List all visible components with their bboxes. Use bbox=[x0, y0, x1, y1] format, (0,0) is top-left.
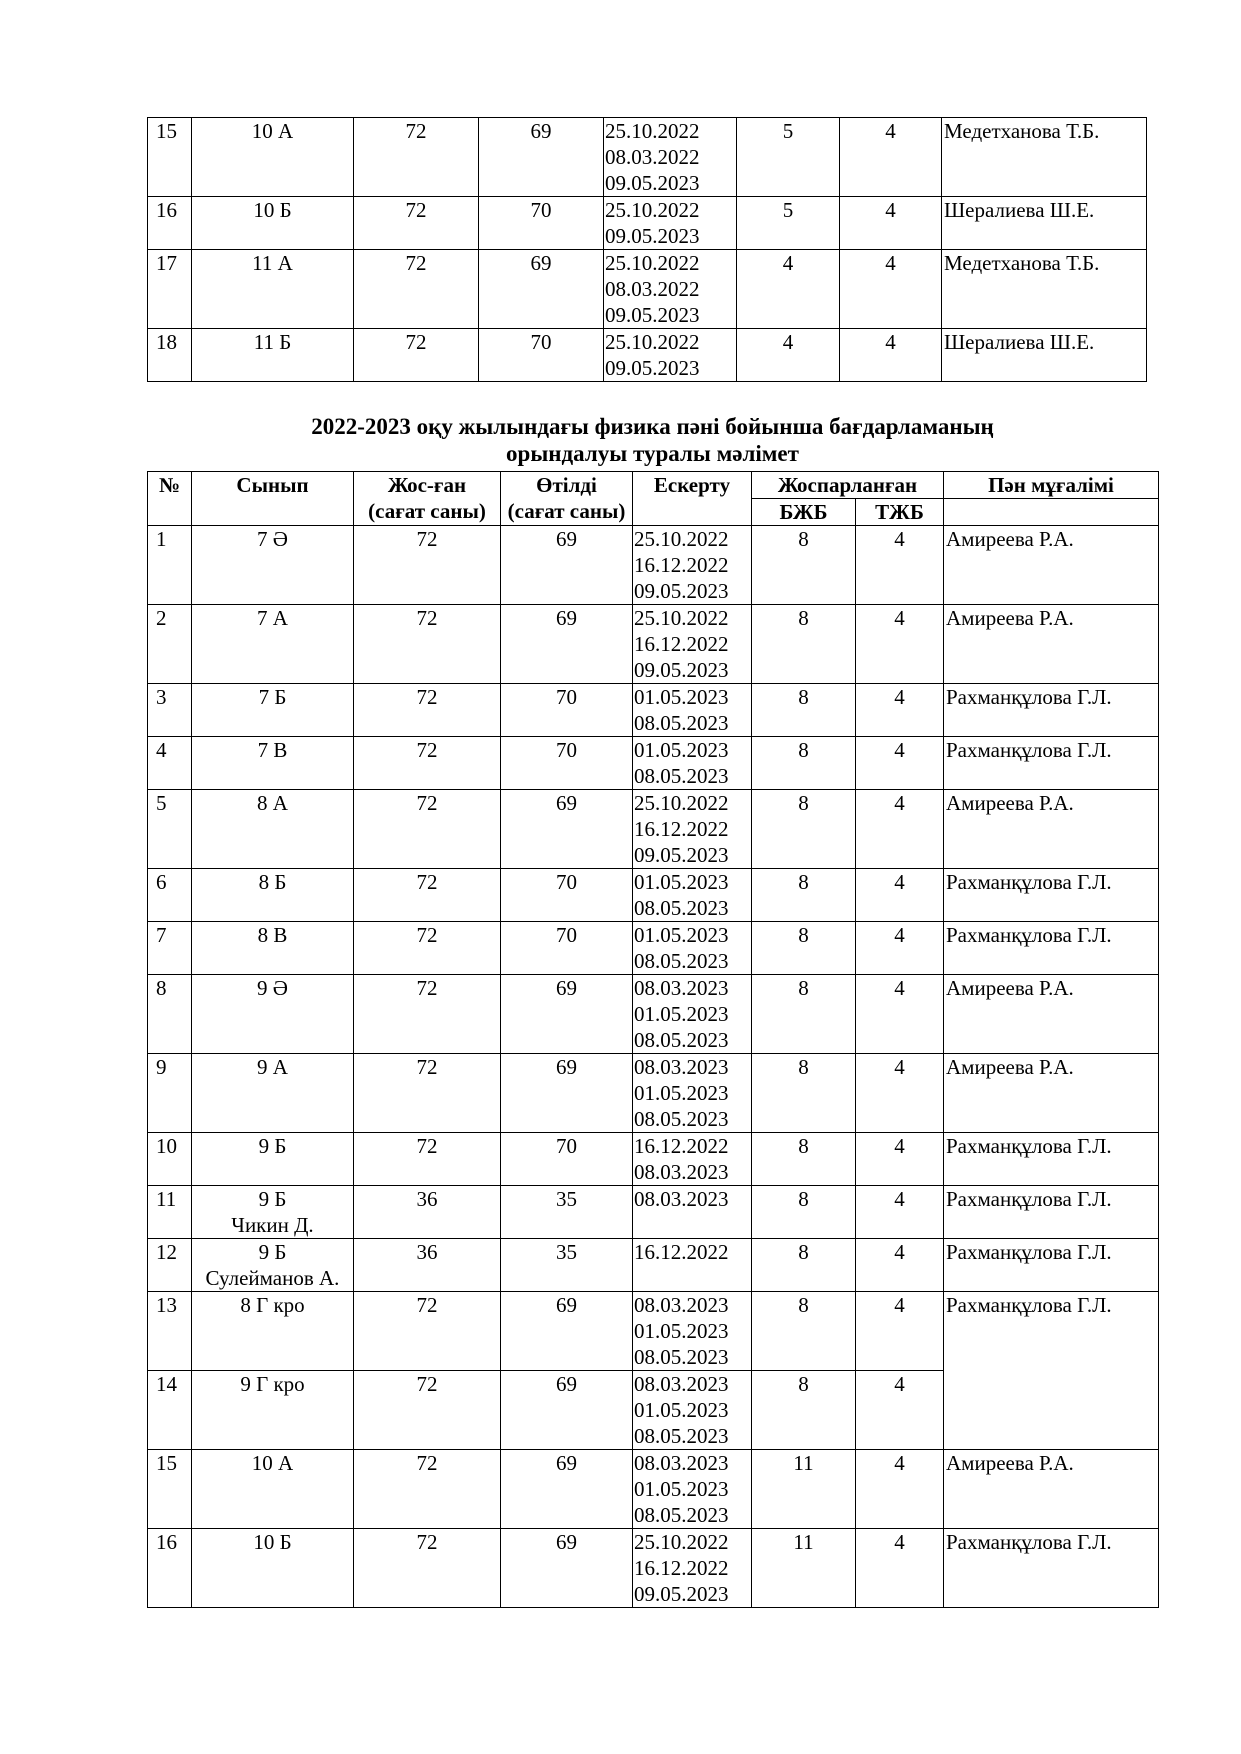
table-row bbox=[148, 197, 1147, 250]
physics-program-table bbox=[147, 471, 1159, 1608]
cell-planned-hours: 72 bbox=[354, 790, 501, 869]
cell-teacher: Рахманқұлова Г.Л. bbox=[944, 1292, 1159, 1450]
cell-done-hours: 70 bbox=[479, 329, 604, 382]
cell-class: 7 В bbox=[192, 737, 354, 790]
cell-dates: 08.03.2023 01.05.2023 08.05.2023 bbox=[633, 975, 752, 1054]
cell-no: 17 bbox=[148, 250, 192, 329]
cell-dates: 16.12.2022 bbox=[633, 1239, 752, 1292]
cell-no: 12 bbox=[148, 1239, 192, 1292]
cell-class: 8 Б bbox=[192, 869, 354, 922]
table-row bbox=[148, 1239, 1159, 1292]
cell-class: 11 Б bbox=[192, 329, 354, 382]
cell-teacher: Амиреева Р.А. bbox=[944, 526, 1159, 605]
cell-bjb: 8 bbox=[752, 1054, 856, 1133]
cell-bjb: 4 bbox=[737, 329, 840, 382]
table-row bbox=[148, 329, 1147, 382]
cell-dates: 25.10.2022 16.12.2022 09.05.2023 bbox=[633, 790, 752, 869]
cell-teacher: Амиреева Р.А. bbox=[944, 605, 1159, 684]
cell-no: 7 bbox=[148, 922, 192, 975]
cell-planned-hours: 72 bbox=[354, 737, 501, 790]
cell-done-hours: 69 bbox=[501, 1292, 633, 1371]
cell-done-hours: 70 bbox=[501, 869, 633, 922]
table-row bbox=[148, 1529, 1159, 1608]
cell-dates: 25.10.2022 09.05.2023 bbox=[604, 197, 737, 250]
cell-tjb: 4 bbox=[856, 737, 944, 790]
cell-tjb: 4 bbox=[856, 869, 944, 922]
cell-done-hours: 70 bbox=[479, 197, 604, 250]
cell-teacher: Шералиева Ш.Е. bbox=[942, 329, 1147, 382]
cell-tjb: 4 bbox=[856, 1529, 944, 1608]
cell-class: 10 Б bbox=[192, 1529, 354, 1608]
cell-planned-hours: 72 bbox=[354, 1054, 501, 1133]
cell-bjb: 8 bbox=[752, 605, 856, 684]
table-row bbox=[148, 118, 1147, 197]
cell-no: 1 bbox=[148, 526, 192, 605]
header-note: Ескерту bbox=[633, 472, 752, 526]
cell-bjb: 5 bbox=[737, 118, 840, 197]
cell-planned-hours: 72 bbox=[354, 1450, 501, 1529]
cell-no: 11 bbox=[148, 1186, 192, 1239]
header-no: № bbox=[148, 472, 192, 526]
table-row bbox=[148, 1133, 1159, 1186]
cell-tjb: 4 bbox=[840, 118, 942, 197]
cell-bjb: 8 bbox=[752, 869, 856, 922]
header-done-hours: Өтілді (сағат саны) bbox=[501, 472, 633, 526]
cell-no: 16 bbox=[148, 1529, 192, 1608]
cell-planned-hours: 72 bbox=[354, 975, 501, 1054]
cell-done-hours: 69 bbox=[501, 605, 633, 684]
cell-teacher: Медетханова Т.Б. bbox=[942, 118, 1147, 197]
continued-table-body bbox=[148, 118, 1147, 382]
cell-planned-hours: 72 bbox=[354, 1371, 501, 1450]
physics-table-body bbox=[148, 526, 1159, 1608]
table-row bbox=[148, 1054, 1159, 1133]
continued-table bbox=[147, 117, 1147, 382]
header-planned-group: Жоспарланған bbox=[752, 472, 944, 499]
cell-teacher: Рахманқұлова Г.Л. bbox=[944, 1186, 1159, 1239]
cell-tjb: 4 bbox=[856, 922, 944, 975]
cell-class: 9 Г кро bbox=[192, 1371, 354, 1450]
table-row bbox=[148, 790, 1159, 869]
cell-class: 7 Ә bbox=[192, 526, 354, 605]
cell-teacher: Рахманқұлова Г.Л. bbox=[944, 684, 1159, 737]
cell-done-hours: 69 bbox=[479, 250, 604, 329]
cell-tjb: 4 bbox=[856, 790, 944, 869]
cell-planned-hours: 36 bbox=[354, 1239, 501, 1292]
cell-teacher: Шералиева Ш.Е. bbox=[942, 197, 1147, 250]
cell-dates: 08.03.2023 01.05.2023 08.05.2023 bbox=[633, 1054, 752, 1133]
cell-tjb: 4 bbox=[856, 526, 944, 605]
cell-dates: 25.10.2022 16.12.2022 09.05.2023 bbox=[633, 526, 752, 605]
cell-done-hours: 69 bbox=[501, 975, 633, 1054]
cell-tjb: 4 bbox=[856, 684, 944, 737]
cell-bjb: 8 bbox=[752, 975, 856, 1054]
cell-teacher: Амиреева Р.А. bbox=[944, 1054, 1159, 1133]
cell-bjb: 4 bbox=[737, 250, 840, 329]
section-title-line1: 2022-2023 оқу жылындағы физика пәні бойынша бағдарламаның bbox=[311, 414, 994, 439]
cell-bjb: 8 bbox=[752, 1186, 856, 1239]
table-row bbox=[148, 737, 1159, 790]
cell-done-hours: 69 bbox=[479, 118, 604, 197]
cell-teacher: Амиреева Р.А. bbox=[944, 975, 1159, 1054]
header-teacher-empty bbox=[944, 499, 1159, 526]
cell-dates: 25.10.2022 08.03.2022 09.05.2023 bbox=[604, 250, 737, 329]
cell-tjb: 4 bbox=[840, 329, 942, 382]
cell-planned-hours: 72 bbox=[354, 605, 501, 684]
cell-bjb: 8 bbox=[752, 1133, 856, 1186]
header-bjb: БЖБ bbox=[752, 499, 856, 526]
cell-dates: 01.05.2023 08.05.2023 bbox=[633, 869, 752, 922]
cell-no: 6 bbox=[148, 869, 192, 922]
cell-done-hours: 69 bbox=[501, 1529, 633, 1608]
header-class: Сынып bbox=[192, 472, 354, 526]
cell-dates: 25.10.2022 16.12.2022 09.05.2023 bbox=[633, 605, 752, 684]
cell-done-hours: 69 bbox=[501, 1450, 633, 1529]
cell-planned-hours: 72 bbox=[354, 197, 479, 250]
cell-class: 9 Б Чикин Д. bbox=[192, 1186, 354, 1239]
cell-tjb: 4 bbox=[856, 1186, 944, 1239]
cell-teacher: Рахманқұлова Г.Л. bbox=[944, 869, 1159, 922]
cell-planned-hours: 72 bbox=[354, 1292, 501, 1371]
cell-planned-hours: 36 bbox=[354, 1186, 501, 1239]
cell-no: 14 bbox=[148, 1371, 192, 1450]
cell-dates: 16.12.2022 08.03.2023 bbox=[633, 1133, 752, 1186]
cell-tjb: 4 bbox=[840, 197, 942, 250]
header-teacher: Пән мұғалімі bbox=[944, 472, 1159, 499]
cell-planned-hours: 72 bbox=[354, 329, 479, 382]
cell-tjb: 4 bbox=[856, 1371, 944, 1450]
cell-teacher: Рахманқұлова Г.Л. bbox=[944, 1529, 1159, 1608]
cell-no: 8 bbox=[148, 975, 192, 1054]
cell-planned-hours: 72 bbox=[354, 1133, 501, 1186]
cell-teacher: Медетханова Т.Б. bbox=[942, 250, 1147, 329]
cell-done-hours: 35 bbox=[501, 1239, 633, 1292]
cell-dates: 01.05.2023 08.05.2023 bbox=[633, 922, 752, 975]
cell-class: 7 А bbox=[192, 605, 354, 684]
cell-done-hours: 69 bbox=[501, 526, 633, 605]
cell-class: 10 Б bbox=[192, 197, 354, 250]
cell-class: 9 А bbox=[192, 1054, 354, 1133]
cell-no: 3 bbox=[148, 684, 192, 737]
cell-planned-hours: 72 bbox=[354, 526, 501, 605]
cell-done-hours: 69 bbox=[501, 790, 633, 869]
cell-class: 8 В bbox=[192, 922, 354, 975]
cell-done-hours: 35 bbox=[501, 1186, 633, 1239]
cell-bjb: 8 bbox=[752, 684, 856, 737]
cell-dates: 01.05.2023 08.05.2023 bbox=[633, 684, 752, 737]
cell-tjb: 4 bbox=[840, 250, 942, 329]
cell-dates: 08.03.2023 01.05.2023 08.05.2023 bbox=[633, 1450, 752, 1529]
table-row bbox=[148, 1292, 1159, 1371]
cell-dates: 25.10.2022 09.05.2023 bbox=[604, 329, 737, 382]
cell-done-hours: 69 bbox=[501, 1371, 633, 1450]
cell-bjb: 8 bbox=[752, 737, 856, 790]
cell-dates: 25.10.2022 08.03.2022 09.05.2023 bbox=[604, 118, 737, 197]
cell-class: 7 Б bbox=[192, 684, 354, 737]
table-row bbox=[148, 526, 1159, 605]
table-row bbox=[148, 869, 1159, 922]
cell-teacher: Рахманқұлова Г.Л. bbox=[944, 1239, 1159, 1292]
cell-no: 15 bbox=[148, 1450, 192, 1529]
cell-no: 2 bbox=[148, 605, 192, 684]
cell-tjb: 4 bbox=[856, 1054, 944, 1133]
cell-planned-hours: 72 bbox=[354, 869, 501, 922]
cell-bjb: 8 bbox=[752, 1371, 856, 1450]
cell-no: 18 bbox=[148, 329, 192, 382]
cell-bjb: 11 bbox=[752, 1450, 856, 1529]
cell-done-hours: 69 bbox=[501, 1054, 633, 1133]
cell-no: 15 bbox=[148, 118, 192, 197]
cell-tjb: 4 bbox=[856, 1133, 944, 1186]
cell-teacher: Амиреева Р.А. bbox=[944, 1450, 1159, 1529]
cell-dates: 08.03.2023 01.05.2023 08.05.2023 bbox=[633, 1371, 752, 1450]
cell-planned-hours: 72 bbox=[354, 922, 501, 975]
table-header bbox=[148, 472, 1159, 526]
cell-bjb: 8 bbox=[752, 1239, 856, 1292]
cell-class: 9 Б bbox=[192, 1133, 354, 1186]
header-tjb: ТЖБ bbox=[856, 499, 944, 526]
cell-bjb: 5 bbox=[737, 197, 840, 250]
cell-no: 5 bbox=[148, 790, 192, 869]
cell-class: 9 Ә bbox=[192, 975, 354, 1054]
cell-class: 8 Г кро bbox=[192, 1292, 354, 1371]
cell-teacher: Рахманқұлова Г.Л. bbox=[944, 737, 1159, 790]
cell-planned-hours: 72 bbox=[354, 684, 501, 737]
cell-planned-hours: 72 bbox=[354, 250, 479, 329]
table-row bbox=[148, 1450, 1159, 1529]
table-row bbox=[148, 1186, 1159, 1239]
cell-dates: 08.03.2023 01.05.2023 08.05.2023 bbox=[633, 1292, 752, 1371]
cell-no: 16 bbox=[148, 197, 192, 250]
cell-done-hours: 70 bbox=[501, 1133, 633, 1186]
table-row bbox=[148, 922, 1159, 975]
cell-class: 11 А bbox=[192, 250, 354, 329]
cell-tjb: 4 bbox=[856, 975, 944, 1054]
cell-tjb: 4 bbox=[856, 1450, 944, 1529]
cell-dates: 01.05.2023 08.05.2023 bbox=[633, 737, 752, 790]
cell-bjb: 8 bbox=[752, 922, 856, 975]
cell-teacher: Рахманқұлова Г.Л. bbox=[944, 922, 1159, 975]
cell-done-hours: 70 bbox=[501, 922, 633, 975]
cell-tjb: 4 bbox=[856, 605, 944, 684]
cell-class: 8 А bbox=[192, 790, 354, 869]
table-row bbox=[148, 605, 1159, 684]
cell-no: 13 bbox=[148, 1292, 192, 1371]
cell-class: 10 А bbox=[192, 1450, 354, 1529]
section-title-line2: орындалуы туралы мәлімет bbox=[506, 441, 799, 466]
table-row bbox=[148, 250, 1147, 329]
cell-planned-hours: 72 bbox=[354, 1529, 501, 1608]
cell-bjb: 8 bbox=[752, 526, 856, 605]
cell-dates: 08.03.2023 bbox=[633, 1186, 752, 1239]
cell-no: 10 bbox=[148, 1133, 192, 1186]
cell-tjb: 4 bbox=[856, 1239, 944, 1292]
table-row bbox=[148, 975, 1159, 1054]
table-row bbox=[148, 684, 1159, 737]
cell-bjb: 8 bbox=[752, 790, 856, 869]
cell-bjb: 8 bbox=[752, 1292, 856, 1371]
header-planned-hours: Жос-ған (сағат саны) bbox=[354, 472, 501, 526]
cell-no: 4 bbox=[148, 737, 192, 790]
cell-class: 10 А bbox=[192, 118, 354, 197]
cell-done-hours: 70 bbox=[501, 684, 633, 737]
cell-teacher: Рахманқұлова Г.Л. bbox=[944, 1133, 1159, 1186]
cell-planned-hours: 72 bbox=[354, 118, 479, 197]
cell-bjb: 11 bbox=[752, 1529, 856, 1608]
cell-dates: 25.10.2022 16.12.2022 09.05.2023 bbox=[633, 1529, 752, 1608]
cell-tjb: 4 bbox=[856, 1292, 944, 1371]
cell-no: 9 bbox=[148, 1054, 192, 1133]
cell-teacher: Амиреева Р.А. bbox=[944, 790, 1159, 869]
cell-done-hours: 70 bbox=[501, 737, 633, 790]
cell-class: 9 Б Сулейманов А. bbox=[192, 1239, 354, 1292]
